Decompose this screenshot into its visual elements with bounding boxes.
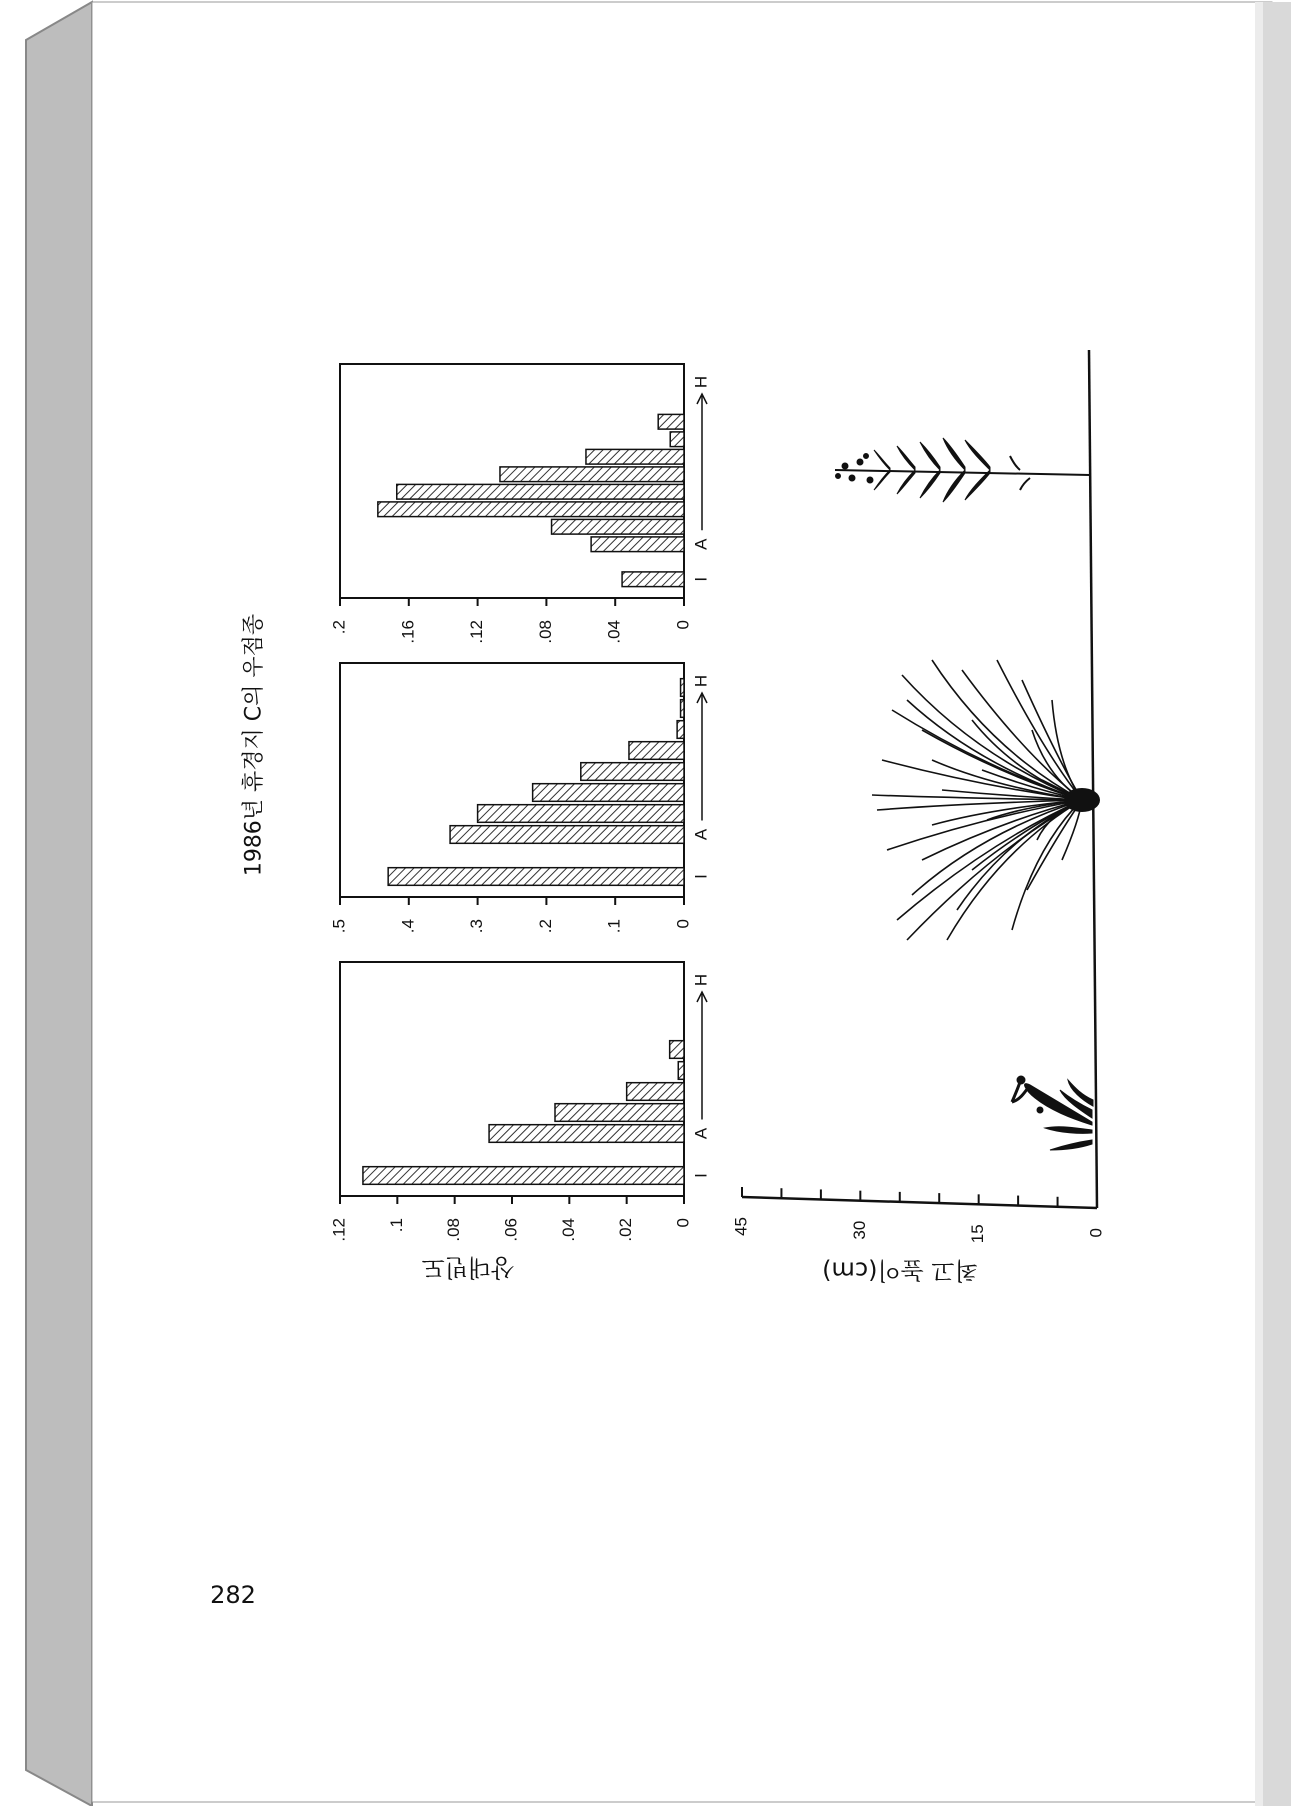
grass-blade [907,800,1082,940]
tick-label: .02 [616,1218,636,1242]
tick-label: 0 [673,1218,693,1228]
tick-label: .1 [386,1218,406,1233]
grass-clump-illustration [872,660,1082,940]
tick-label: .16 [398,620,418,644]
category-start-label: I [691,576,711,582]
tick-label: .1 [604,919,624,934]
category-start-label: I [691,1173,711,1178]
tick-label: .4 [398,919,418,934]
tick-label: .5 [329,919,349,934]
page-number: 282 [210,1581,256,1609]
height-tick-label: 0 [1086,1228,1106,1238]
category-mid-label: A [691,828,711,841]
height-tick-label: 30 [849,1220,869,1240]
tick-label: .06 [501,1218,521,1242]
grass-clump-base [1064,788,1100,812]
ground-baseline [1089,350,1097,1208]
tick-label: .08 [444,1218,464,1242]
tall-herb-illustration [835,438,1090,502]
relative-frequency-label: 상대빈도 [421,1253,515,1282]
tick-label: .08 [535,620,555,644]
grass-blade [972,720,1082,800]
category-end-label: H [691,674,711,688]
height-tick-label: 15 [968,1224,988,1244]
height-axis-line [742,1197,1097,1208]
height-tick-label: 45 [731,1217,751,1236]
tick-label: 0 [673,919,693,929]
tick-label: .04 [558,1218,578,1242]
rosette-plant-illustration [1012,1076,1093,1150]
category-mid-label: A [691,538,711,550]
grass-blade [962,670,1082,800]
category-end-label: H [691,375,711,389]
tick-label: .2 [535,919,555,934]
tick-label: .12 [329,1218,349,1242]
page-title: 1986년 휴경지 C의 우점종 [241,613,267,877]
tick-label: .3 [467,919,487,934]
grass-blade [957,800,1082,910]
height-axis-label: 최고 높이(cm) [822,1256,978,1285]
tick-label: .12 [467,620,487,644]
category-mid-label: A [691,1127,711,1140]
category-end-label: H [691,973,711,987]
tick-label: .04 [604,620,624,644]
tick-label: .2 [329,620,349,635]
tick-label: 0 [673,620,693,630]
category-start-label: I [691,874,711,879]
